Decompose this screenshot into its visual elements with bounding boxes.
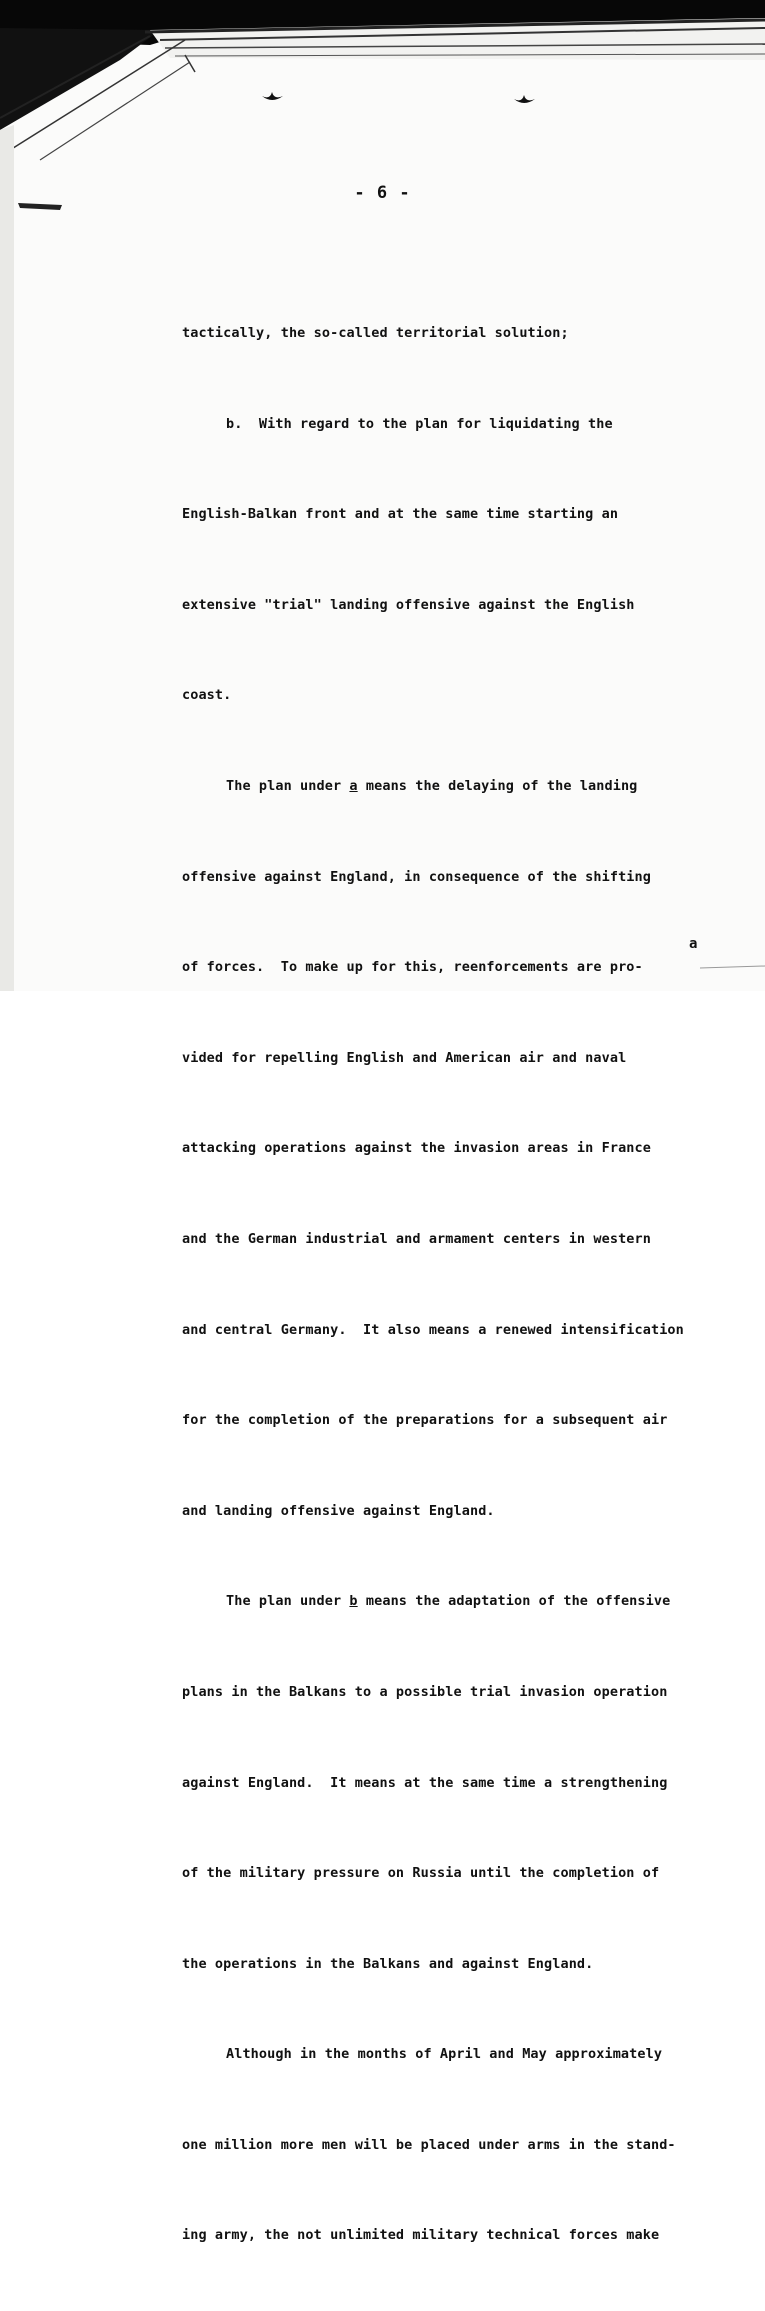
text-line: the operations in the Balkans and against England. xyxy=(182,1955,594,1972)
text-line: of the military pressure on Russia until the completion of xyxy=(182,1865,660,1882)
text-line: tactically, the so-called territorial solution; xyxy=(182,325,569,341)
catchword: a xyxy=(689,936,698,952)
text-line: ing army, the not unlimited military technical forces make xyxy=(182,2227,660,2244)
underlined-letter-b: b xyxy=(349,1593,358,1610)
text-line: b. With regard to the plan for liquidating the xyxy=(226,415,613,432)
text-line: extensive "trial" landing offensive against the English xyxy=(182,596,635,613)
underlined-letter-a: a xyxy=(349,777,358,794)
text-line: English-Balkan front and at the same time starting an xyxy=(182,506,619,523)
text-line: offensive against England, in consequence of the shifting xyxy=(182,868,651,885)
page-number: - 6 - xyxy=(354,183,411,203)
text-line: plans in the Balkans to a possible trial invasion operation xyxy=(182,1683,668,1700)
text-run: The plan under xyxy=(226,1593,350,1610)
text-line: and landing offensive against England. xyxy=(182,1502,495,1519)
text-line: and central Germany. It also means a renewed intensification xyxy=(182,1321,684,1338)
text-run: The plan under xyxy=(226,777,350,794)
paragraph-plan-a-first-line xyxy=(182,771,752,802)
text-line: Although in the months of April and May approximately xyxy=(226,2046,663,2063)
text-run: means the adaptation of the offensive xyxy=(357,1593,671,1610)
paragraph-plan-b-first-line xyxy=(182,1586,752,1617)
text-line: coast. xyxy=(182,687,232,704)
text-run: means the delaying of the landing xyxy=(357,777,638,794)
text-line: vided for repelling English and American air and naval xyxy=(182,1049,627,1066)
text-line: one million more men will be placed under arms in the stand- xyxy=(182,2136,676,2153)
text-line: of forces. To make up for this, reenforcements are pro- xyxy=(182,959,643,976)
text-line: attacking operations against the invasion areas in France xyxy=(182,1140,651,1157)
document-body xyxy=(182,258,752,2311)
text-line: against England. It means at the same time a strengthening xyxy=(182,1774,668,1791)
text-line: and the German industrial and armament centers in western xyxy=(182,1230,651,1247)
text-line: for the completion of the preparations for a subsequent air xyxy=(182,1412,668,1429)
